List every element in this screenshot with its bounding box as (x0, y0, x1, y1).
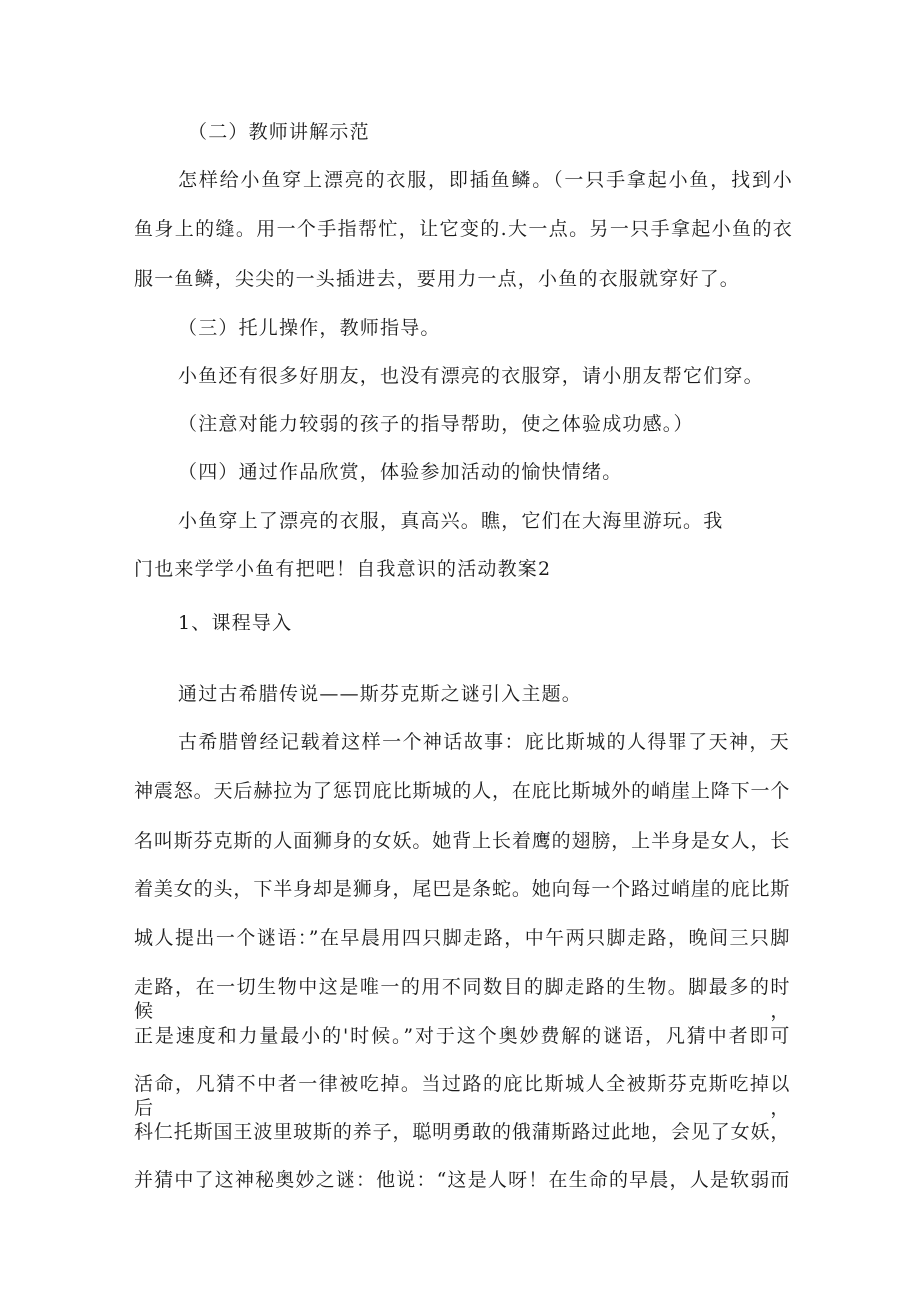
para5: 通过古希腊传说——斯芬克斯之谜引入主题。 (178, 683, 583, 705)
course-intro-heading: 1、课程导入 (178, 612, 293, 634)
para3: （注意对能力较弱的孩子的指导帮助，使之体验成功感。） (178, 413, 694, 435)
para4-line2: 门也来学学小鱼有把吧！自我意识的活动教案2 (134, 558, 552, 580)
para1-line3: 服一鱼鳞，尖尖的一头插进去，要用力一点，小鱼的衣服就穿好了。 (134, 268, 741, 290)
para2: 小鱼还有很多好朋友，也没有漂亮的衣服穿，请小朋友帮它们穿。 (178, 365, 764, 387)
para6-line2: 神震怒。天后赫拉为了惩罚庇比斯城的人，在庇比斯城外的峭崖上降下一个 (134, 780, 790, 802)
para6-line3: 名叫斯芬克斯的人面狮身的女妖。她背上长着鹰的翅膀，上半身是女人，长 (134, 830, 790, 852)
para1-line2: 鱼身上的缝。用一个手指帮忙，让它变的.大一点。另一只手拿起小鱼的衣 (134, 218, 793, 240)
para6-line4: 着美女的头，下半身却是狮身，尾巴是条蛇。她向每一个路过峭崖的庇比斯 (134, 878, 790, 900)
para6-line1: 古希腊曾经记载着这样一个神话故事：庇比斯城的人得罪了天神，天 (178, 731, 790, 753)
section-three-heading: （三）托儿操作，教师指导。 (178, 317, 441, 339)
para1-line1: 怎样给小鱼穿上漂亮的衣服，即插鱼鳞。（一只手拿起小鱼，找到小 (178, 169, 793, 191)
para6-line9: 科仁托斯国王波里玻斯的养子，聪明勇敢的俄蒲斯路过此地，会见了女妖， (134, 1121, 790, 1143)
para6-line7: 正是速度和力量最小的'时候。”对于这个奥妙费解的谜语，凡猜中者即可 (134, 1025, 790, 1047)
para6-line8: 活命，凡猜不中者一律被吃掉。当过路的庇比斯城人全被斯芬克斯吃掉以后， (134, 1073, 790, 1119)
para6-line10: 并猜中了这神秘奥妙之谜：他说：“这是人呀！在生命的早晨，人是软弱而 (134, 1169, 790, 1191)
section-two-heading: （二）教师讲解示范 (188, 121, 370, 143)
para4-line1: 小鱼穿上了漂亮的衣服，真高兴。瞧，它们在大海里游玩。我 (178, 510, 724, 532)
section-four-heading: （四）通过作品欣赏，体验参加活动的愉快情绪。 (178, 461, 623, 483)
para6-line5: 城人提出一个谜语：”在早晨用四只脚走路，中午两只脚走路，晚间三只脚 (134, 927, 790, 949)
para6-line6: 走路，在一切生物中这是唯一的用不同数目的脚走路的生物。脚最多的时候， (134, 976, 790, 1022)
